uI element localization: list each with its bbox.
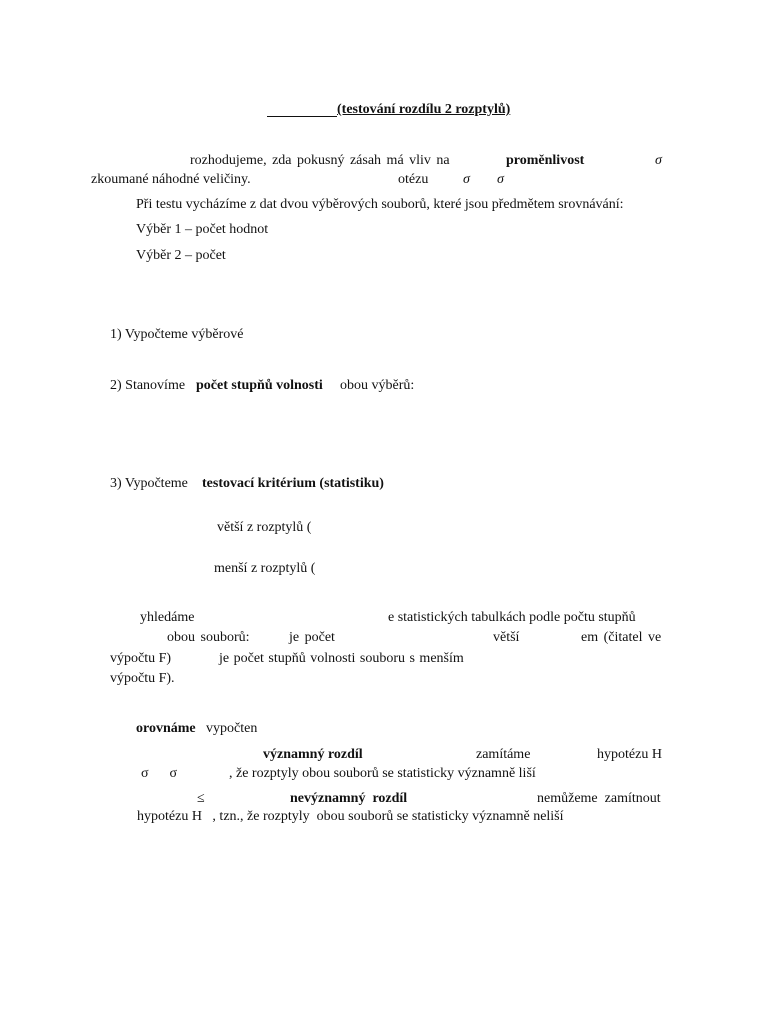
lookup-3a: výpočtu F) — [110, 651, 172, 666]
lookup-4: výpočtu F). — [110, 671, 175, 686]
compare-line-3: , že rozptyly obou souborů se statisticky významně liší — [229, 766, 536, 781]
leq-symbol: ≤ — [197, 791, 205, 806]
sample-1: Výběr 1 – počet hodnot — [136, 222, 269, 237]
lookup-1b: e statistických tabulkách podle počtu stupňů — [388, 610, 636, 625]
step-2-prefix: 2) Stanovíme — [110, 378, 186, 393]
intro-line-2: zkoumané náhodné veličiny. — [91, 172, 251, 187]
step-3-prefix: 3) Vypočteme — [110, 476, 188, 491]
sigma-symbol: σ — [655, 153, 662, 168]
compare-bold: orovnáme — [136, 721, 196, 736]
intro-line-3: Při testu vycházíme z dat dvou výběrových souborů, které jsou předmětem srovnávání: — [136, 197, 624, 212]
sigma-pair: σ σ — [141, 766, 178, 781]
title-underline-gap — [267, 116, 337, 117]
step-2-suffix: obou výběrů: — [340, 378, 415, 393]
smaller-variance: menší z rozptylů ( — [214, 561, 316, 576]
compare-reject: zamítáme — [476, 747, 531, 762]
significant-difference: významný rozdíl — [263, 747, 363, 762]
insignificant-difference: nevýznamný rozdíl — [290, 791, 408, 806]
lookup-3b: je počet stupňů volnosti souboru s menším — [219, 651, 464, 666]
compare-line-1: vypočten — [206, 721, 258, 736]
lookup-2d: em (čitatel ve — [581, 630, 662, 645]
larger-variance: větší z rozptylů ( — [217, 520, 312, 535]
lookup-2a: obou souborů: — [167, 630, 250, 645]
page-title: (testování rozdílu 2 rozptylů) — [337, 102, 511, 117]
lookup-2c: větší — [493, 630, 520, 645]
compare-cannot-reject: nemůžeme zamítnout — [537, 791, 661, 806]
step-3-bold: testovací kritérium (statistiku) — [202, 476, 384, 491]
lookup-2b: je počet — [289, 630, 335, 645]
compare-hypothesis: hypotézu H — [597, 747, 662, 762]
step-1: 1) Vypočteme výběrové — [110, 327, 244, 342]
sample-2: Výběr 2 – počet — [136, 248, 226, 263]
sigma-symbol: σ — [463, 172, 470, 187]
intro-bold-term: proměnlivost — [506, 153, 585, 168]
intro-line-1: rozhodujeme, zda pokusný zásah má vliv na — [190, 153, 450, 168]
sigma-symbol: σ — [497, 172, 504, 187]
compare-line-5: hypotézu H , tzn., že rozptyly obou souborů se statisticky významně neliší — [137, 809, 564, 824]
step-2-bold: počet stupňů volnosti — [196, 378, 323, 393]
lookup-1a: yhledáme — [140, 610, 195, 625]
intro-line-2-hypothesis: otézu — [398, 172, 429, 187]
